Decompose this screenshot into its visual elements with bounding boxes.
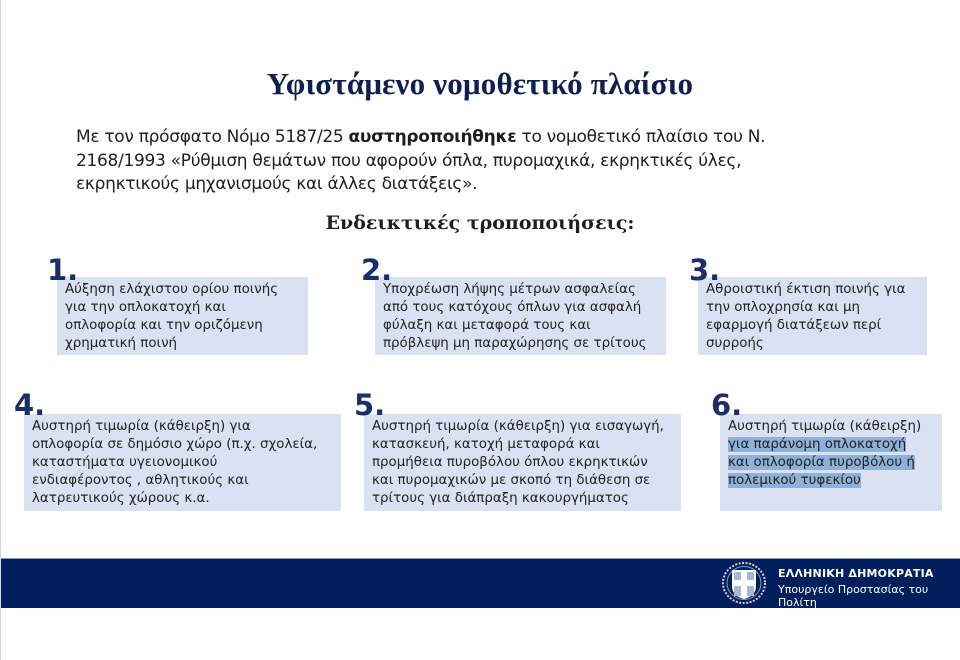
amendment-card-4 (24, 414, 341, 511)
intro-text-line3: εκρηκτικούς μηχανισμούς και άλλες διατάξεις». (76, 174, 478, 194)
intro-text-line2: 2168/1993 «Ρύθμιση θεμάτων που αφορούν όπλα, πυρομαχικά, εκρηκτικές ύλες, (76, 150, 742, 171)
government-name: ΕΛΛΗΝΙΚΗ ΔΗΜΟΚΡΑΤΙΑ (778, 567, 934, 580)
card-line: ενδιαφέροντος , αθλητικούς και (32, 473, 249, 488)
amendment-card-6 (720, 414, 942, 511)
slide-title: Υφιστάμενο νομοθετικό πλαίσιο (266, 66, 694, 101)
card-line: προμήθεια πυροβόλου όπλου εκρηκτικών (372, 455, 648, 470)
card-line-highlighted[interactable]: για παράνομη οπλοκατοχή (728, 437, 907, 452)
card-line: συρροής (706, 336, 764, 351)
intro-paragraph (76, 126, 866, 197)
card-line: εφαρμογή διατάξεων περί (706, 318, 882, 333)
card-line: τρίτους για διάπραξη κακουργήματος (372, 491, 629, 506)
card-line: και πυρομαχικών με σκοπό τη διάθεση σε (372, 473, 651, 488)
ministry-name: Υπουργείο Προστασίας του Πολίτη (778, 583, 929, 609)
card-line: Αυστηρή τιμωρία (κάθειρξη) για εισαγωγή, (372, 419, 664, 434)
amendment-card-2 (375, 277, 666, 355)
amendment-number-4: 4. (14, 388, 46, 422)
card-line-highlighted[interactable]: πολεμικού τυφεκίου (728, 473, 861, 488)
card-line: Υποχρέωση λήψης μέτρων ασφαλείας (383, 282, 636, 297)
card-line: οπλοφορία και την οριζόμενη (65, 318, 263, 333)
card-line: Αυστηρή τιμωρία (κάθειρξη) (728, 419, 922, 434)
card-line: από τους κατόχους όπλων για ασφαλή (383, 300, 642, 315)
card-line-highlighted[interactable]: και οπλοφορία πυροβόλου ή (728, 455, 915, 470)
amendments-heading: Ενδεικτικές τροποποιήσεις: (325, 212, 635, 234)
intro-bold-word: αυστηροποιήθηκε (348, 127, 517, 147)
card-line: καταστήματα υγειονομικού (32, 455, 218, 470)
amendment-number-6: 6. (711, 388, 743, 422)
amendment-number-2: 2. (361, 253, 393, 287)
card-line: χρηματική ποινή (65, 336, 178, 351)
amendment-number-1: 1. (47, 253, 79, 287)
card-line: την οπλοχρησία και μη (706, 300, 860, 315)
card-line: Αύξηση ελάχιστου ορίου ποινής (65, 282, 279, 297)
amendment-card-5 (364, 414, 681, 511)
card-line: φύλαξη και μεταφορά τους και (383, 318, 591, 333)
intro-text-line1-end: το νομοθετικό πλαίσιο του Ν. (516, 127, 766, 147)
card-line: πρόβλεψη μη παραχώρησης σε τρίτους (383, 336, 647, 351)
amendment-number-5: 5. (354, 388, 386, 422)
card-line: για την οπλοκατοχή και (65, 300, 226, 315)
card-line: λατρευτικούς χώρους κ.α. (32, 491, 210, 506)
amendment-card-3 (698, 277, 927, 355)
card-line: οπλοφορία σε δημόσιο χώρο (π.χ. σχολεία, (32, 437, 318, 452)
greek-coat-of-arms-icon (721, 561, 767, 605)
card-line: Αυστηρή τιμωρία (κάθειρξη) για (32, 419, 251, 434)
intro-text-start: Με τον πρόσφατο Νόμο 5187/25 (76, 127, 349, 147)
amendment-number-3: 3. (689, 253, 721, 287)
amendment-card-1 (57, 277, 308, 355)
card-line: κατασκευή, κατοχή μεταφορά και (372, 437, 600, 452)
card-line: Αθροιστική έκτιση ποινής για (706, 282, 906, 297)
